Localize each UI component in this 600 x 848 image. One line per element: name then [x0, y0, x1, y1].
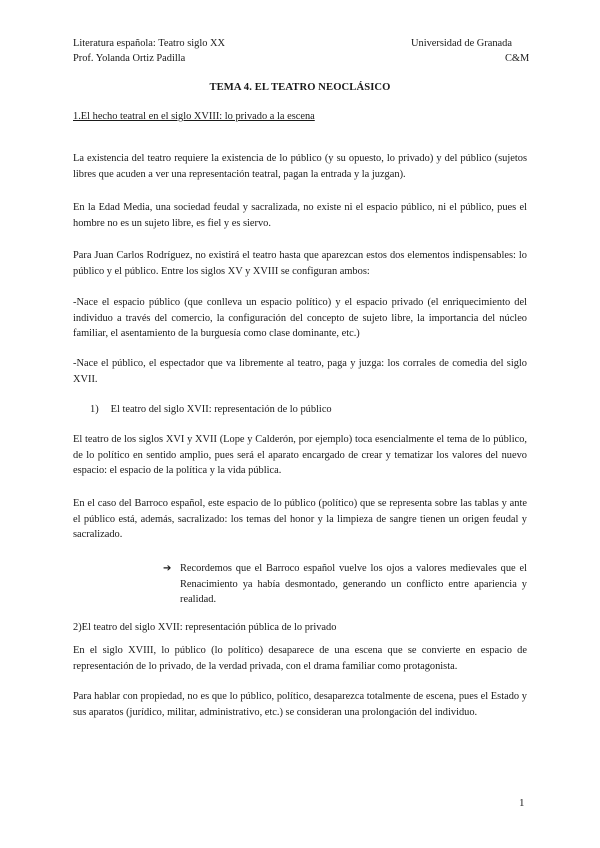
header-code: C&M — [505, 53, 530, 64]
paragraph: En la Edad Media, una sociedad feudal y sacralizada, no existe ni el espacio público, ni el público, pues el hombre no es un sujeto libre, es fiel y es siervo. — [73, 202, 527, 229]
paragraph: -Nace el público, el espectador que va libremente al teatro, paga y juzga: los corrales de comedia del siglo XVII. — [73, 358, 527, 385]
page-number: 1 — [519, 797, 525, 809]
arrow-note — [163, 561, 527, 608]
subsection-heading-2: 2)El teatro del siglo XVII: representación pública de lo privado — [73, 622, 337, 633]
paragraph: En el siglo XVIII, lo público (lo político) desaparece de una escena que se convierte en espacio de representación de lo privado, de la verdad privada, con el drama familiar como protagonista. — [73, 645, 527, 672]
numbered-heading-1 — [90, 402, 332, 418]
paragraph: La existencia del teatro requiere la existencia de lo público (y su opuesto, lo privado) y del público (sujetos libres que acuden a ver una representación teatral, pagan la entrada y la juzgan). — [73, 153, 527, 180]
paragraph: Para hablar con propiedad, no es que lo público, político, desaparezca totalmente de escena, pues el Estado y sus aparatos (jurídico, militar, administrativo, etc.) se consideran una prolongación del individuo. — [73, 691, 527, 718]
paragraph: En el caso del Barroco español, este espacio de lo público (político) que se representa sobre las tablas y ante el público está, además, sacralizado: los temas del honor y la limpieza de sangre tienen un origen feudal y sacralizado. — [73, 498, 527, 541]
paragraph: -Nace el espacio público (que conlleva un espacio político) y el espacio privado (el enriquecimiento del individuo a través del comercio, la configuración del concepto de sujeto libre, la importancia del núcleo familiar, el asentamiento de la burguesía como clase dominante, etc.) — [73, 297, 527, 340]
header-course: Literatura española: Teatro siglo XX — [73, 38, 226, 49]
note-text: Recordemos que el Barroco español vuelve los ojos a valores medievales que el Renacimiento ya había desmontado, generando un conflicto entre apariencia y realidad. — [180, 563, 527, 606]
list-number: 1) — [90, 404, 99, 415]
header-professor: Prof. Yolanda Ortiz Padilla — [73, 53, 186, 64]
page-title: TEMA 4. EL TEATRO NEOCLÁSICO — [209, 82, 391, 93]
paragraph: El teatro de los siglos XVI y XVII (Lope y Calderón, por ejemplo) toca esencialmente el tema de lo público, de lo político en sentido amplio, pues será el aparato encargado de crear y tematizar los valores del nuevo espacio: el espacio de la política y la vida pública. — [73, 434, 527, 477]
arrow-right-icon: ➔ — [163, 563, 172, 574]
list-heading-text: El teatro del siglo XVII: representación de lo público — [110, 404, 332, 415]
header-university: Universidad de Granada — [411, 38, 512, 49]
paragraph: Para Juan Carlos Rodríguez, no existirá el teatro hasta que aparezcan estos dos elementos indispensables: lo público y el público. Entre los siglos XV y XVIII se configuran ambos: — [73, 250, 527, 277]
section-heading-1: 1.El hecho teatral en el siglo XVIII: lo privado a la escena — [73, 111, 315, 122]
